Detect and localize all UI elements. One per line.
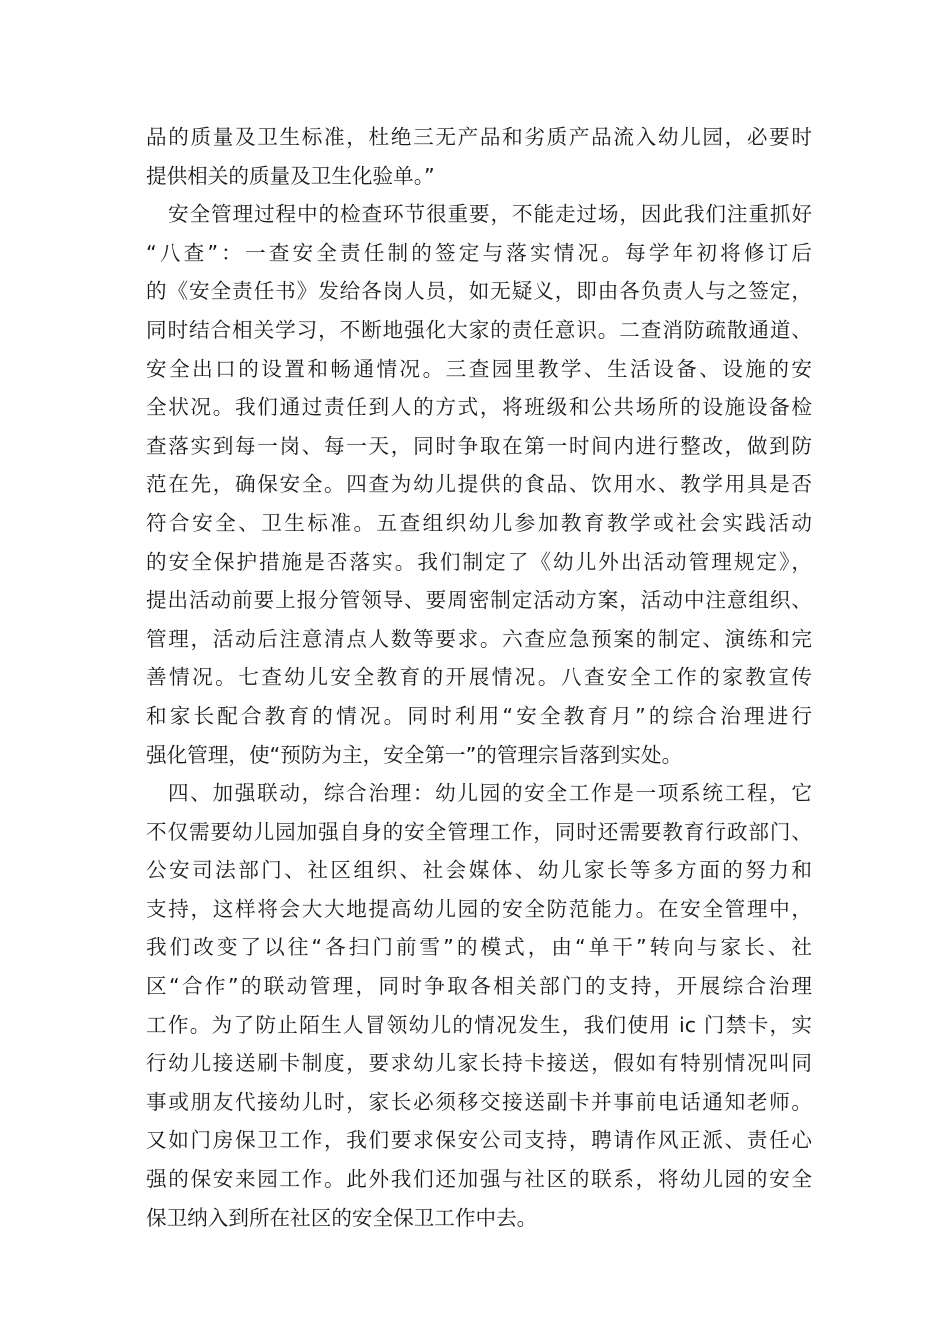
text-line: “八查”：一查安全责任制的签定与落实情况。每学年初将修订后 [146,240,812,265]
text-line: 全状况。我们通过责任到人的方式，将班级和公共场所的设施设备检 [146,395,812,420]
text-line: 管理，活动后注意清点人数等要求。六查应急预案的制定、演练和完 [146,626,812,651]
text-line: 我们改变了以往“各扫门前雪”的模式，由“单干”转向与家长、社 [146,935,812,960]
text-line: 保卫纳入到所在社区的安全保卫工作中去。 [146,1205,538,1230]
paragraph-start-line: 安全管理过程中的检查环节很重要，不能走过场，因此我们注重抓好 [168,202,812,227]
text-line: 同时结合相关学习，不断地强化大家的责任意识。二查消防疏散通道、 [146,317,812,342]
text-line: 范在先，确保安全。四查为幼儿提供的食品、饮用水、教学用具是否 [146,472,812,497]
paragraph-start-line: 四、加强联动，综合治理：幼儿园的安全工作是一项系统工程，它 [168,781,812,806]
text-line: 支持，这样将会大大地提高幼儿园的安全防范能力。在安全管理中， [146,896,812,921]
text-line: 品的质量及卫生标准，杜绝三无产品和劣质产品流入幼儿园，必要时 [146,125,812,149]
text-line: 安全出口的设置和畅通情况。三查园里教学、生活设备、设施的安 [146,356,812,381]
text-line: 和家长配合教育的情况。同时利用“安全教育月”的综合治理进行 [146,703,812,728]
text-line: 工作。为了防止陌生人冒领幼儿的情况发生，我们使用 ic 门禁卡，实 [146,1012,812,1037]
text-line: 符合安全、卫生标准。五查组织幼儿参加教育教学或社会实践活动 [146,510,812,535]
text-line: 提供相关的质量及卫生化验单。” [146,163,435,188]
text-line: 提出活动前要上报分管领导、要周密制定活动方案，活动中注意组织、 [146,588,812,613]
text-line: 不仅需要幼儿园加强自身的安全管理工作，同时还需要教育行政部门、 [146,819,812,844]
text-line: 公安司法部门、社区组织、社会媒体、幼儿家长等多方面的努力和 [146,858,812,883]
body-text [146,118,812,1237]
text-line: 强化管理，使“预防为主，安全第一”的管理宗旨落到实处。 [146,742,683,767]
text-line: 事或朋友代接幼儿时，家长必须移交接送副卡并事前电话通知老师。 [146,1089,812,1114]
text-line: 善情况。七查幼儿安全教育的开展情况。八查安全工作的家教宣传 [146,665,812,690]
text-line: 的安全保护措施是否落实。我们制定了《幼儿外出活动管理规定》， [146,549,812,574]
text-line: 查落实到每一岗、每一天，同时争取在第一时间内进行整改，做到防 [146,433,812,458]
text-line: 的《安全责任书》发给各岗人员，如无疑义，即由各负责人与之签定， [146,279,812,304]
text-line: 又如门房保卫工作，我们要求保安公司支持，聘请作风正派、责任心 [146,1128,812,1153]
text-line: 强的保安来园工作。此外我们还加强与社区的联系，将幼儿园的安全 [146,1167,812,1192]
text-line: 行幼儿接送刷卡制度，要求幼儿家长持卡接送，假如有特别情况叫同 [146,1051,812,1076]
text-line: 区“合作”的联动管理，同时争取各相关部门的支持，开展综合治理 [146,974,812,999]
